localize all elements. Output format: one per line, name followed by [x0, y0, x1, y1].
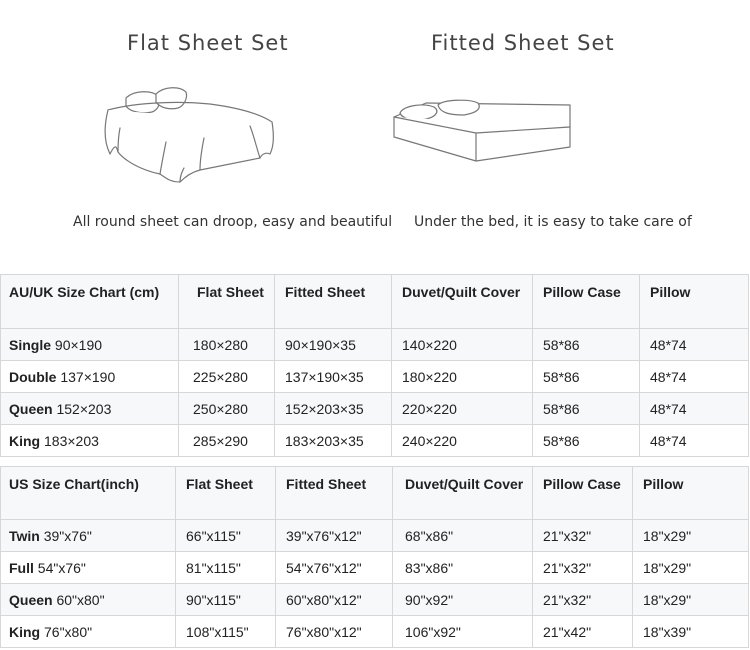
- table-cell: 58*86: [533, 329, 640, 361]
- size-cell: [1, 616, 176, 648]
- size-name: Full: [9, 559, 34, 576]
- column-header: AU/UK Size Chart (cm): [1, 275, 179, 329]
- fitted-sheet-set-title: Fitted Sheet Set: [431, 31, 615, 55]
- table-row: [1, 425, 749, 457]
- table-row: [1, 520, 749, 552]
- table-cell: 21"x32": [533, 584, 633, 616]
- size-name: King: [9, 623, 41, 640]
- size-cell: [1, 584, 176, 616]
- flat-sheet-caption: All round sheet can droop, easy and beautiful: [73, 214, 393, 230]
- size-dimensions: 183×203: [44, 432, 99, 449]
- fitted-sheet-bed-icon: [390, 97, 575, 167]
- column-header: Fitted Sheet: [276, 467, 393, 520]
- table-cell: 225×280: [179, 361, 275, 393]
- table-cell: 48*74: [640, 393, 749, 425]
- table-cell: 90"x92": [393, 584, 533, 616]
- table-cell: 18"x39": [633, 616, 749, 648]
- column-header: Duvet/Quilt Cover: [393, 467, 533, 520]
- table-cell: 18"x29": [633, 520, 749, 552]
- table-cell: 58*86: [533, 361, 640, 393]
- size-cell: [1, 425, 179, 457]
- table-cell: 90×190×35: [275, 329, 392, 361]
- column-header: Flat Sheet: [179, 275, 275, 329]
- table-cell: 220×220: [392, 393, 533, 425]
- table-cell: 140×220: [392, 329, 533, 361]
- us-size-chart-table: [0, 466, 749, 648]
- column-header: US Size Chart(inch): [1, 467, 176, 520]
- flat-sheet-set-title: Flat Sheet Set: [127, 31, 289, 55]
- table-cell: 152×203×35: [275, 393, 392, 425]
- size-cell: [1, 329, 179, 361]
- size-dimensions: 90×190: [54, 336, 103, 353]
- size-name: Double: [9, 368, 57, 385]
- table-cell: 48*74: [640, 329, 749, 361]
- table-cell: 285×290: [179, 425, 275, 457]
- column-header: Pillow Case: [533, 275, 640, 329]
- table-cell: 183×203×35: [275, 425, 392, 457]
- table-cell: 240×220: [392, 425, 533, 457]
- size-dimensions: 76"x80": [44, 623, 93, 640]
- table-row: [1, 584, 749, 616]
- table-cell: 83"x86": [393, 552, 533, 584]
- table-cell: 48*74: [640, 425, 749, 457]
- au-uk-size-chart-table: [0, 274, 749, 457]
- column-header: Fitted Sheet: [275, 275, 392, 329]
- size-name: King: [9, 432, 41, 449]
- table-cell: 250×280: [179, 393, 275, 425]
- column-header: Duvet/Quilt Cover: [392, 275, 533, 329]
- table-cell: 58*86: [533, 425, 640, 457]
- table-row: [1, 361, 749, 393]
- size-dimensions: 54"x76": [37, 559, 86, 576]
- size-dimensions: 39"x76": [43, 527, 92, 544]
- table-cell: 137×190×35: [275, 361, 392, 393]
- table-row: [1, 616, 749, 648]
- table-cell: 58*86: [533, 393, 640, 425]
- table-cell: 90"x115": [176, 584, 276, 616]
- illustration-panel: [0, 0, 750, 275]
- table-cell: 60"x80"x12": [276, 584, 393, 616]
- size-dimensions: 137×190: [60, 368, 116, 385]
- size-dimensions: 152×203: [56, 400, 112, 417]
- table-row: [1, 329, 749, 361]
- column-header: Flat Sheet: [176, 467, 276, 520]
- table-cell: 76"x80"x12": [276, 616, 393, 648]
- table-cell: 21"x42": [533, 616, 633, 648]
- flat-sheet-bed-icon: [100, 82, 280, 187]
- column-header: Pillow Case: [533, 467, 633, 520]
- table-cell: 18"x29": [633, 552, 749, 584]
- column-header: Pillow: [640, 275, 749, 329]
- size-name: Queen: [9, 591, 53, 608]
- table-cell: 48*74: [640, 361, 749, 393]
- table-cell: 108"x115": [176, 616, 276, 648]
- size-name: Queen: [9, 400, 53, 417]
- column-header: Pillow: [633, 467, 749, 520]
- table-row: [1, 552, 749, 584]
- table-cell: 18"x29": [633, 584, 749, 616]
- size-cell: [1, 393, 179, 425]
- table-cell: 21"x32": [533, 552, 633, 584]
- size-name: Single: [9, 336, 52, 353]
- size-dimensions: 60"x80": [56, 591, 105, 608]
- table-cell: 81"x115": [176, 552, 276, 584]
- table-cell: 68"x86": [393, 520, 533, 552]
- table-cell: 54"x76"x12": [276, 552, 393, 584]
- table-cell: 106"x92": [393, 616, 533, 648]
- table-header-row: [1, 467, 749, 520]
- size-cell: [1, 520, 176, 552]
- size-name: Twin: [9, 527, 40, 544]
- table-cell: 39"x76"x12": [276, 520, 393, 552]
- table-cell: 66"x115": [176, 520, 276, 552]
- table-row: [1, 393, 749, 425]
- table-cell: 180×280: [179, 329, 275, 361]
- fitted-sheet-caption: Under the bed, it is easy to take care of: [414, 214, 692, 230]
- table-cell: 180×220: [392, 361, 533, 393]
- size-cell: [1, 361, 179, 393]
- table-header-row: [1, 275, 749, 329]
- size-cell: [1, 552, 176, 584]
- table-cell: 21"x32": [533, 520, 633, 552]
